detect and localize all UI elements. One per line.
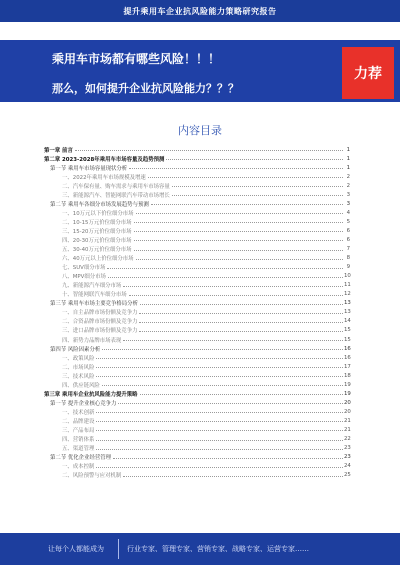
toc-leader-dots [102,349,343,350]
toc-leader-dots [96,421,343,422]
toc-entry-label: 一、成本控制 [62,464,95,471]
toc-entry-page: 2 [346,182,350,189]
toc-leader-dots [108,277,343,278]
toc-leader-dots [140,304,343,305]
toc-leader-dots [96,412,343,413]
toc-entry[interactable] [44,416,350,425]
toc-leader-dots [118,403,343,404]
toc-entry-page: 10 [344,273,351,280]
toc-leader-dots [139,313,343,314]
footer-slogan: 让每个人都能成为 [48,545,104,553]
toc-leader-dots [129,168,343,169]
hero-question: 那么，如何提升企业抗风险能力？？？ [52,82,239,95]
toc-leader-dots [75,150,343,151]
toc-entry-label: 九、新能源汽车细分市场 [62,283,122,290]
toc-leader-dots [123,286,343,287]
toc-leader-dots [148,177,343,178]
toc-entry-page: 15 [344,336,351,343]
toc-entry-label: 三、技术风险 [62,373,95,380]
toc-entry-label: 四、营销体系 [62,437,95,444]
toc-entry[interactable] [44,453,350,462]
toc-entry-page: 19 [344,390,351,397]
toc-entry-label: 第三节 乘用车市场主要竞争格局分析 [50,301,138,308]
toc-entry[interactable] [44,308,350,317]
toc-entry-page: 1 [346,146,350,153]
toc-entry[interactable] [44,425,350,434]
toc-leader-dots [139,322,343,323]
toc-entry[interactable] [44,462,350,471]
report-title: 提升乘用车企业抗风险能力策略研究报告 [123,6,277,16]
toc-entry-label: 二、风险预警与应对机制 [62,473,122,480]
table-of-contents [44,145,350,480]
toc-leader-dots [134,222,343,223]
recommend-badge: 力荐 [342,47,394,99]
toc-entry[interactable] [44,389,350,398]
toc-leader-dots [151,204,343,205]
toc-leader-dots [140,394,343,395]
toc-entry-label: 一、10万元以下价位细分市场 [62,210,134,217]
toc-heading: 内容目录 [178,124,222,137]
toc-entry-page: 1 [346,164,350,171]
toc-leader-dots [123,476,343,477]
toc-entry[interactable] [44,471,350,480]
toc-entry-label: 第三章 乘用车企业抗风险能力提升策略 [44,391,138,398]
toc-leader-dots [123,340,343,341]
toc-leader-dots [172,186,343,187]
toc-leader-dots [96,358,343,359]
toc-entry-label: 一、自主品牌市场份额及竞争力 [62,310,138,317]
toc-leader-dots [96,449,343,450]
toc-leader-dots [96,376,343,377]
toc-entry-label: 三、15-20万元价位细分市场 [62,228,132,235]
toc-entry-label: 四、供应链风险 [62,382,100,389]
toc-entry-label: 十、智能网联汽车细分市场 [62,292,127,299]
toc-entry[interactable] [44,254,350,263]
toc-entry[interactable] [44,199,350,208]
toc-entry-page: 19 [344,381,351,388]
toc-entry[interactable] [44,317,350,326]
toc-entry[interactable] [44,263,350,272]
toc-entry-page: 17 [344,363,351,370]
toc-entry-page: 15 [344,327,351,334]
toc-entry[interactable] [44,344,350,353]
toc-entry-label: 第四节 风险因素分析 [50,346,101,353]
toc-entry-page: 20 [344,408,351,415]
toc-entry-label: 二、汽车保有量、购车需求与乘用车市场容量 [62,183,170,190]
report-header-bar [0,0,400,22]
toc-entry[interactable] [44,353,350,362]
toc-entry-page: 1 [346,155,350,162]
toc-entry[interactable] [44,407,350,416]
toc-leader-dots [113,458,343,459]
toc-entry-label: 三、新能源汽车、智能网联汽车带动市场增长 [62,192,170,199]
toc-leader-dots [166,159,343,160]
toc-entry[interactable] [44,335,350,344]
footer-bar [0,533,400,565]
toc-entry[interactable] [44,326,350,335]
toc-entry-page: 4 [346,209,350,216]
toc-entry-label: 七、SUV细分市场 [62,265,106,272]
toc-entry-label: 一、政策风险 [62,355,95,362]
toc-entry-label: 八、MPV细分市场 [62,274,106,281]
toc-entry-page: 23 [344,454,351,461]
toc-entry[interactable] [44,245,350,254]
toc-entry-label: 二、品牌建设 [62,418,95,425]
toc-entry-page: 5 [346,218,350,225]
toc-entry-page: 6 [346,236,350,243]
toc-entry[interactable] [44,226,350,235]
toc-leader-dots [102,385,343,386]
footer-expert-list: 行业专家、管理专家、营销专家、战略专家、运营专家…… [127,545,309,553]
toc-entry-page: 2 [346,173,350,180]
toc-leader-dots [134,231,343,232]
toc-entry[interactable] [44,444,350,453]
toc-leader-dots [96,440,343,441]
toc-leader-dots [136,213,343,214]
toc-entry-page: 11 [344,282,351,289]
toc-entry[interactable] [44,362,350,371]
toc-entry-page: 3 [346,191,350,198]
toc-entry[interactable] [44,217,350,226]
hero-banner [0,40,400,102]
toc-entry[interactable] [44,208,350,217]
toc-entry-label: 三、产品布局 [62,427,95,434]
toc-entry-label: 六、40万元以上价位细分市场 [62,256,134,263]
toc-leader-dots [96,430,343,431]
toc-entry[interactable] [44,163,350,172]
toc-entry-page: 20 [344,399,351,406]
toc-entry-label: 二、市场风险 [62,364,95,371]
toc-leader-dots [172,195,343,196]
toc-entry-page: 14 [344,318,351,325]
toc-entry[interactable] [44,380,350,389]
toc-entry-page: 16 [344,354,351,361]
toc-entry[interactable] [44,299,350,308]
toc-entry-page: 16 [344,345,351,352]
toc-entry-page: 7 [346,246,350,253]
toc-entry-label: 五、30-40万元价位细分市场 [62,247,132,254]
toc-entry-label: 二、10-15万元价位细分市场 [62,219,132,226]
toc-entry-page: 25 [344,472,351,479]
toc-entry[interactable] [44,371,350,380]
toc-entry-label: 第二节 乘用车各细分市场发展趋势与预测 [50,201,149,208]
toc-entry-label: 第一章 前言 [44,147,73,154]
toc-leader-dots [107,268,343,269]
toc-entry[interactable] [44,190,350,199]
toc-entry-page: 12 [344,291,351,298]
toc-entry-label: 第二章 2023-2028年乘用车市场容量及趋势预测 [44,156,165,163]
toc-entry-page: 8 [346,255,350,262]
footer-divider [118,539,119,559]
toc-entry[interactable] [44,398,350,407]
toc-entry-page: 22 [344,436,351,443]
toc-leader-dots [136,259,343,260]
toc-entry[interactable] [44,181,350,190]
toc-leader-dots [134,250,343,251]
toc-leader-dots [96,467,343,468]
toc-entry-label: 三、进口品牌市场份额及竞争力 [62,328,138,335]
hero-headline: 乘用车市场都有哪些风险！！！ [52,52,221,66]
toc-leader-dots [96,367,343,368]
toc-entry-label: 第二节 优化企业经营管理 [50,455,112,462]
toc-entry-label: 四、20-30万元价位细分市场 [62,237,132,244]
toc-entry-page: 18 [344,372,351,379]
toc-leader-dots [129,295,343,296]
toc-entry-page: 21 [344,417,351,424]
toc-entry-page: 9 [346,264,350,271]
toc-entry-label: 第一节 乘用车市场容量现状分析 [50,165,128,172]
toc-entry[interactable] [44,145,350,154]
toc-entry-page: 13 [344,300,351,307]
toc-entry-page: 13 [344,309,351,316]
toc-entry-label: 一、技术创新 [62,409,95,416]
toc-entry[interactable] [44,272,350,281]
toc-entry[interactable] [44,172,350,181]
toc-entry[interactable] [44,290,350,299]
toc-entry[interactable] [44,281,350,290]
toc-entry-page: 24 [344,463,351,470]
toc-entry[interactable] [44,235,350,244]
toc-entry-label: 四、新势力品牌市场表现 [62,337,122,344]
toc-entry-page: 3 [346,200,350,207]
toc-entry-label: 五、渠道管理 [62,446,95,453]
toc-leader-dots [134,240,343,241]
toc-entry-label: 一、2022年乘用车市场规模及增速 [62,174,146,181]
toc-entry-label: 第一节 提升企业核心竞争力 [50,400,117,407]
toc-entry-page: 23 [344,445,351,452]
toc-entry[interactable] [44,435,350,444]
toc-entry-page: 6 [346,227,350,234]
toc-entry-page: 21 [344,426,351,433]
toc-entry-label: 二、合资品牌市场份额及竞争力 [62,319,138,326]
toc-leader-dots [139,331,343,332]
toc-entry[interactable] [44,154,350,163]
